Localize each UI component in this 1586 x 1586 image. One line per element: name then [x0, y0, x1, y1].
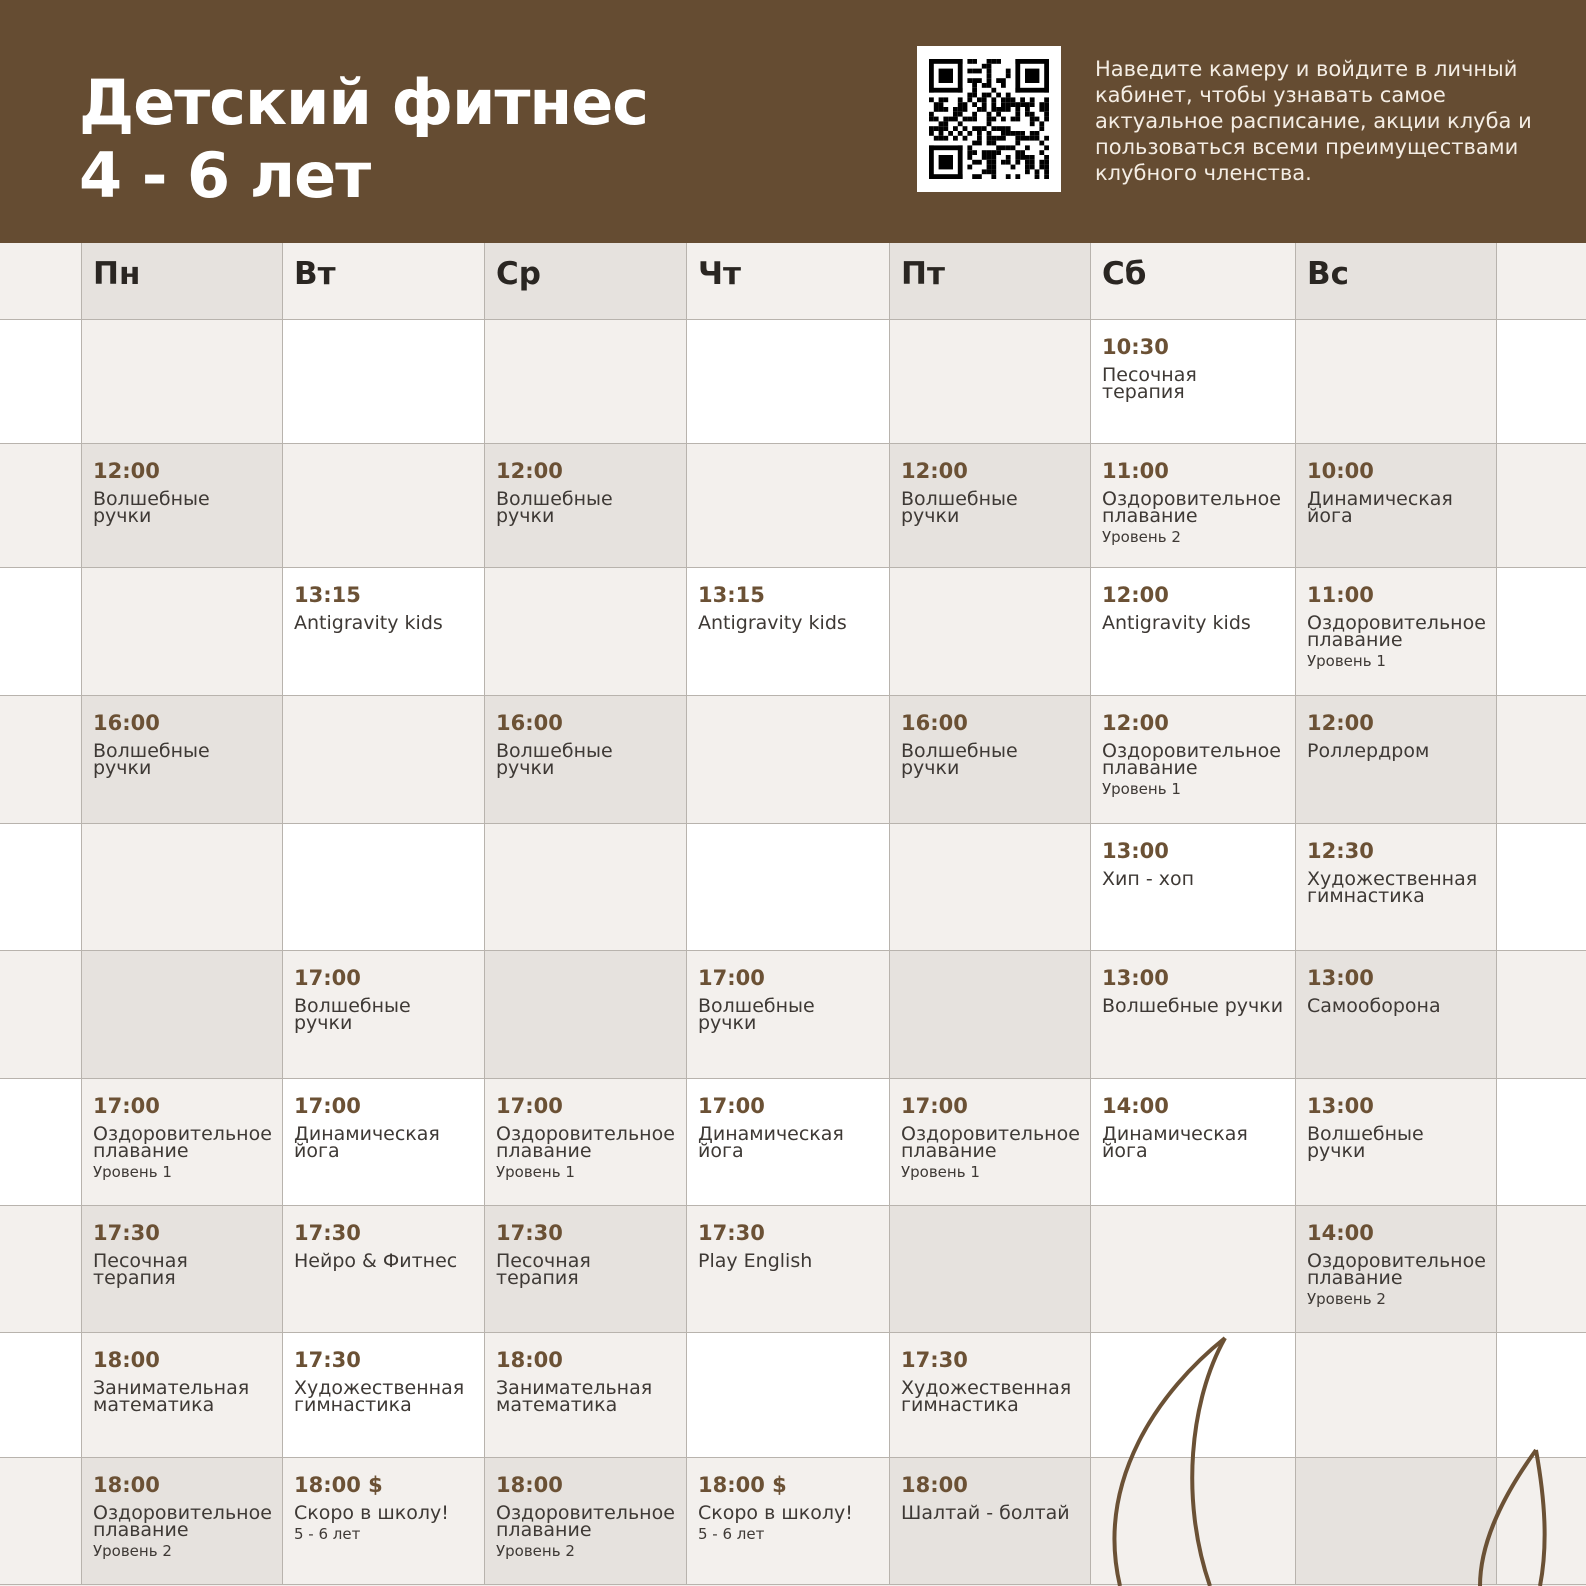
class-name: Волшебные ручки	[496, 488, 613, 527]
class-time: 17:00	[294, 966, 361, 990]
empty-slot	[283, 824, 485, 951]
class-time: 13:15	[294, 583, 361, 607]
class-slot[interactable]	[1091, 1079, 1296, 1206]
class-level: Уровень 1	[901, 1163, 980, 1181]
class-name: Художественная гимнастика	[294, 1377, 465, 1416]
class-name: Оздоровительное плавание	[93, 1502, 272, 1541]
class-name: Скоро в школу!	[698, 1502, 853, 1524]
class-time: 17:30	[294, 1348, 361, 1372]
empty-slot	[283, 320, 485, 444]
class-slot[interactable]	[1091, 824, 1296, 951]
row-edge	[0, 1079, 82, 1206]
day-label: Вс	[1307, 256, 1350, 292]
class-name: Оздоровительное плавание	[1307, 1250, 1486, 1289]
class-name: Волшебные ручки	[496, 740, 613, 779]
class-time: 12:00	[496, 459, 563, 483]
class-time: 17:00	[901, 1094, 968, 1118]
class-name: Оздоровительное плавание	[496, 1123, 675, 1162]
class-time: 18:00	[496, 1348, 563, 1372]
class-slot[interactable]	[1296, 568, 1497, 696]
class-name: Play English	[698, 1250, 813, 1272]
class-time: 17:00	[698, 1094, 765, 1118]
row-tail	[1497, 568, 1586, 696]
class-slot[interactable]	[1296, 1206, 1497, 1333]
day-header	[687, 243, 890, 320]
row-edge	[0, 568, 82, 696]
class-name: Оздоровительное плавание	[1102, 488, 1281, 527]
class-name: Оздоровительное плавание	[1102, 740, 1281, 779]
class-name: Динамическая йога	[1307, 488, 1453, 527]
class-name: Динамическая йога	[698, 1123, 844, 1162]
empty-slot	[485, 951, 687, 1079]
row-tail	[1497, 696, 1586, 824]
class-time: 16:00	[496, 711, 563, 735]
class-time: 17:00	[93, 1094, 160, 1118]
class-name: Динамическая йога	[294, 1123, 440, 1162]
class-slot[interactable]	[890, 444, 1091, 568]
empty-slot	[1091, 1206, 1296, 1333]
empty-slot	[1296, 1458, 1497, 1585]
class-name: Antigravity kids	[294, 612, 443, 634]
row-edge	[0, 824, 82, 951]
page-title	[79, 66, 648, 212]
class-slot[interactable]	[687, 1079, 890, 1206]
empty-slot	[1091, 1458, 1296, 1585]
class-time: 16:00	[901, 711, 968, 735]
class-slot[interactable]	[1091, 696, 1296, 824]
class-level: Уровень 2	[93, 1542, 172, 1560]
title-line-2: 4 - 6 лет	[79, 139, 371, 212]
empty-slot	[283, 444, 485, 568]
class-name: Нейро & Фитнес	[294, 1250, 458, 1272]
class-time: 17:30	[901, 1348, 968, 1372]
class-name: Самооборона	[1307, 995, 1441, 1017]
class-time: 16:00	[93, 711, 160, 735]
class-name: Оздоровительное плавание	[496, 1502, 675, 1541]
row-edge	[0, 320, 82, 444]
class-time: 11:00	[1102, 459, 1169, 483]
day-header	[1091, 243, 1296, 320]
row-tail	[1497, 1333, 1586, 1458]
class-slot[interactable]	[283, 1458, 485, 1585]
class-name: Художественная гимнастика	[1307, 868, 1478, 907]
class-time: 17:30	[698, 1221, 765, 1245]
empty-slot	[82, 320, 283, 444]
row-edge	[0, 696, 82, 824]
class-slot[interactable]	[687, 568, 890, 696]
class-name: Волшебные ручки	[1102, 995, 1284, 1017]
class-level: Уровень 2	[496, 1542, 575, 1560]
class-time: 17:30	[496, 1221, 563, 1245]
class-slot[interactable]	[687, 1458, 890, 1585]
day-header	[485, 243, 687, 320]
title-line-1: Детский фитнес	[79, 66, 649, 139]
class-slot[interactable]	[1296, 696, 1497, 824]
row-tail	[1497, 320, 1586, 444]
grid-corner	[0, 243, 82, 320]
class-name: Волшебные ручки	[698, 995, 815, 1034]
header	[0, 0, 1586, 243]
empty-slot	[82, 568, 283, 696]
class-name: Оздоровительное плавание	[901, 1123, 1080, 1162]
class-name: Волшебные ручки	[93, 740, 210, 779]
empty-slot	[1296, 1333, 1497, 1458]
class-name: Занимательная математика	[496, 1377, 653, 1416]
class-slot[interactable]	[890, 1458, 1091, 1585]
class-name: Оздоровительное плавание	[1307, 612, 1486, 651]
class-level: Уровень 1	[1307, 652, 1386, 670]
class-slot[interactable]	[283, 1079, 485, 1206]
row-edge	[0, 1333, 82, 1458]
class-name: Волшебные ручки	[901, 488, 1018, 527]
class-slot[interactable]	[687, 1206, 890, 1333]
row-edge	[0, 444, 82, 568]
class-slot[interactable]	[82, 444, 283, 568]
class-slot[interactable]	[485, 444, 687, 568]
class-time: 17:30	[294, 1221, 361, 1245]
class-slot[interactable]	[283, 1333, 485, 1458]
class-slot[interactable]	[283, 568, 485, 696]
row-tail	[1497, 951, 1586, 1079]
empty-slot	[1091, 1333, 1296, 1458]
empty-slot	[82, 824, 283, 951]
class-time: 13:00	[1102, 966, 1169, 990]
empty-slot	[283, 696, 485, 824]
class-name: Волшебные ручки	[901, 740, 1018, 779]
class-time: 17:00	[294, 1094, 361, 1118]
class-name: Оздоровительное плавание	[93, 1123, 272, 1162]
class-slot[interactable]	[283, 1206, 485, 1333]
class-slot[interactable]	[82, 696, 283, 824]
class-slot[interactable]	[82, 1079, 283, 1206]
class-level: Уровень 2	[1102, 528, 1181, 546]
class-time: 14:00	[1102, 1094, 1169, 1118]
class-slot[interactable]	[82, 1206, 283, 1333]
day-header	[283, 243, 485, 320]
class-name: Роллердром	[1307, 740, 1430, 762]
class-time: 13:00	[1102, 839, 1169, 863]
qr-code[interactable]	[917, 46, 1061, 192]
class-slot[interactable]	[485, 1458, 687, 1585]
class-name: Antigravity kids	[698, 612, 847, 634]
class-time: 14:00	[1307, 1221, 1374, 1245]
class-time: 10:00	[1307, 459, 1374, 483]
class-time: 18:00 $	[698, 1473, 787, 1497]
class-name: Волшебные ручки	[1307, 1123, 1424, 1162]
header-note: Наведите камеру и войдите в личный кабинет, чтобы узнавать самое актуальное расписание, акции клуба и пользоваться всеми преимуществами клубного членства.	[1095, 57, 1532, 185]
row-edge	[0, 1458, 82, 1585]
empty-slot	[82, 951, 283, 1079]
empty-slot	[687, 696, 890, 824]
class-slot[interactable]	[1091, 951, 1296, 1079]
class-name: Художественная гимнастика	[901, 1377, 1072, 1416]
class-level: Уровень 1	[1102, 780, 1181, 798]
day-header	[1296, 243, 1497, 320]
empty-slot	[687, 1333, 890, 1458]
class-slot[interactable]	[1296, 1079, 1497, 1206]
class-name: Волшебные ручки	[294, 995, 411, 1034]
class-time: 12:00	[93, 459, 160, 483]
class-level: 5 - 6 лет	[698, 1525, 765, 1543]
empty-slot	[890, 1206, 1091, 1333]
class-slot[interactable]	[82, 1333, 283, 1458]
class-name: Динамическая йога	[1102, 1123, 1248, 1162]
class-slot[interactable]	[1091, 320, 1296, 444]
class-time: 10:30	[1102, 335, 1169, 359]
class-slot[interactable]	[485, 696, 687, 824]
class-slot[interactable]	[1296, 951, 1497, 1079]
class-level: Уровень 1	[93, 1163, 172, 1181]
class-name: Шалтай - болтай	[901, 1502, 1070, 1524]
row-tail	[1497, 824, 1586, 951]
empty-slot	[1296, 320, 1497, 444]
day-header	[890, 243, 1091, 320]
empty-slot	[890, 951, 1091, 1079]
class-slot[interactable]	[485, 1333, 687, 1458]
class-time: 18:00 $	[294, 1473, 383, 1497]
class-slot[interactable]	[687, 951, 890, 1079]
class-time: 18:00	[93, 1473, 160, 1497]
class-time: 13:00	[1307, 1094, 1374, 1118]
class-slot[interactable]	[1296, 824, 1497, 951]
class-slot[interactable]	[485, 1206, 687, 1333]
class-name: Antigravity kids	[1102, 612, 1251, 634]
class-time: 18:00	[496, 1473, 563, 1497]
class-time: 12:00	[901, 459, 968, 483]
class-name: Скоро в школу!	[294, 1502, 449, 1524]
class-level: Уровень 1	[496, 1163, 575, 1181]
class-slot[interactable]	[82, 1458, 283, 1585]
class-name: Занимательная математика	[93, 1377, 250, 1416]
class-time: 11:00	[1307, 583, 1374, 607]
class-time: 18:00	[93, 1348, 160, 1372]
empty-slot	[687, 824, 890, 951]
day-label: Вт	[294, 256, 336, 292]
empty-slot	[485, 568, 687, 696]
class-time: 18:00	[901, 1473, 968, 1497]
class-time: 13:00	[1307, 966, 1374, 990]
class-level: 5 - 6 лет	[294, 1525, 361, 1543]
empty-slot	[687, 444, 890, 568]
class-time: 13:15	[698, 583, 765, 607]
class-slot[interactable]	[890, 1079, 1091, 1206]
row-tail	[1497, 444, 1586, 568]
day-label: Чт	[698, 256, 742, 292]
class-time: 17:00	[496, 1094, 563, 1118]
row-edge	[0, 951, 82, 1079]
empty-slot	[890, 824, 1091, 951]
row-tail	[1497, 1458, 1586, 1585]
empty-slot	[485, 320, 687, 444]
class-slot[interactable]	[1091, 444, 1296, 568]
class-name: Песочная терапия	[1102, 364, 1197, 403]
class-time: 17:30	[93, 1221, 160, 1245]
day-header	[82, 243, 283, 320]
class-name: Песочная терапия	[93, 1250, 188, 1289]
empty-slot	[890, 568, 1091, 696]
class-slot[interactable]	[485, 1079, 687, 1206]
day-label: Сб	[1102, 256, 1147, 292]
class-slot[interactable]	[1296, 444, 1497, 568]
grid-edge	[1497, 243, 1586, 320]
empty-slot	[890, 320, 1091, 444]
empty-slot	[485, 824, 687, 951]
class-time: 12:00	[1102, 583, 1169, 607]
schedule-grid	[0, 243, 1586, 1585]
class-level: Уровень 2	[1307, 1290, 1386, 1308]
day-label: Пн	[93, 256, 141, 292]
qr-code-icon	[929, 59, 1049, 179]
class-slot[interactable]	[890, 696, 1091, 824]
day-label: Ср	[496, 256, 541, 292]
class-name: Песочная терапия	[496, 1250, 591, 1289]
row-edge	[0, 1206, 82, 1333]
row-tail	[1497, 1079, 1586, 1206]
class-name: Волшебные ручки	[93, 488, 210, 527]
class-name: Хип - хоп	[1102, 868, 1195, 890]
class-time: 12:00	[1102, 711, 1169, 735]
class-time: 17:00	[698, 966, 765, 990]
class-slot[interactable]	[283, 951, 485, 1079]
empty-slot	[687, 320, 890, 444]
class-slot[interactable]	[890, 1333, 1091, 1458]
class-slot[interactable]	[1091, 568, 1296, 696]
row-tail	[1497, 1206, 1586, 1333]
day-label: Пт	[901, 256, 945, 292]
class-time: 12:00	[1307, 711, 1374, 735]
class-time: 12:30	[1307, 839, 1374, 863]
